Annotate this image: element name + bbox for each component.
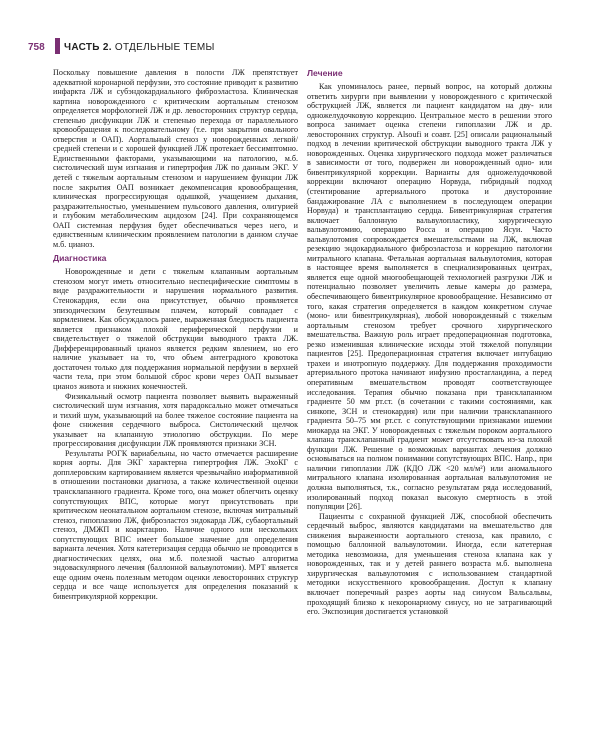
paragraph: Пациенты с сохранной функцией ЛЖ, способной обеспечить сердечный выброс, являются кандидатами на вмешательство для снижения выраженности аортального стеноза, как правило, с помощью баллонной вальвулотомии. Иногда, если катетерная методика невозможна, для уменьшения стеноза клапана как у новорожденных, так и у детей раннего возраста м.б. выполнена хирургическая вальвулотомия с использованием стандартной методики искусственного кровообращения. Доступ к клапану включает поперечный разрез аорты над синусом Вальсальвы, проходящий близко к некоронарному синусу, но не затрагивающий его. Экспозиция достигается установкой [307, 511, 552, 617]
section-heading-diagnostics: Диагностика [53, 253, 107, 264]
right-column [307, 68, 552, 617]
part-label: ЧАСТЬ 2. [64, 42, 112, 53]
header-accent-bar [55, 38, 60, 54]
paragraph: Физикальный осмотр пациента позволяет выявить выраженный систолический шум изгнания, хотя парадоксально может отмечаться и тихий шум, указывающий на более тяжелое состояние пациента на фоне снижения сердечного выброса. Систолический щелчок указывает на клапанную этиологию обструкции. По мере прогрессирования дисфункции ЛЖ проявляются признаки ЗСН. [53, 391, 298, 449]
page-header [0, 0, 600, 56]
left-column [53, 68, 298, 602]
paragraph: Поскольку повышение давления в полости ЛЖ препятствует адекватной коронарной перфузии, это состояние приводит к развитию инфаркта ЛЖ и субэндокардиального фиброэластоза. Клиническая картина новорожденного с критическим аортальным стенозом определяется морфологией ЛЖ и др. левосторонних структур сердца, степенью дисфункции ЛЖ и степенью перехода от параллельного кровообращения к последовательному (т.е. при закрытии овального отверстия и ОАП). Аортальный стеноз у новорожденных легкой/средней степени и с хорошей функцией ЛЖ протекает бессимптомно. Единственными факторами, указывающими на патологию, м.б. систолический шум изгнания и гипертрофия ЛЖ по данным ЭКГ. У детей с тяжелым аортальным стенозом и нарушением функции ЛЖ после закрытия ОАП возникает декомпенсация кровообращения, клиническая прогрессирующая одышкой, учащением дыхания, раздражительностью, уменьшением пульсового давления, олигурией и глубоким метаболическим ацидозом [24]. При сохраняющемся ОАП системная перфузия будет обеспечиваться через него, и единственным клиническим проявлением патологии в данном случае м.б. цианоз. [53, 68, 298, 249]
paragraph: Как упоминалось ранее, первый вопрос, на который должны ответить хирурги при выявлении у новорожденного с критической обструкцией ЛЖ, является ли пациент кандидатом на дву- или одножелудочковую коррекцию. Центральное место в решении этого вопроса занимает оценка степени гипоплазии ЛЖ и др. левосторонних структур. Alsoufi и соавт. [25] описали рациональный подход в лечении критической обструкции выводного тракта ЛЖ у новорожденных. Оценка хирургического подхода может различаться в зависимости от того, подвержен ли новорожденный одно- или бивентрикулярной коррекции. Варианты для одножелудочковой коррекции включают операцию Норвуда, гибридный подход (стентирование артериального протока и двусторонние бандажирование ЛА с выполнением в последующем операции Норвуда) и трансплантацию сердца. Бивентрикулярная стратегия включает баллонную вальвулопластику, хирургическую вальвулотомию, операцию Росса и операцию Ясуи. Часто вальвулотомия сопровождается вмешательствами на ЛЖ, включая резекцию эндокардиального фиброэластоза и коррекцию патологии митрального клапана. Фетальная аортальная вальвулотомия, которая в настоящее время выполняется в специализированных центрах, является еще одной многообещающей технологией разгрузки ЛЖ и потенциально позволяет увеличить левые камеры до размера, обеспечивающего бивентрикулярное кровообращение. Независимо от того, какая стратегия определяется в каждом конкретном случае (моно- или бивентрикулярная), любой новорожденный с тяжелым аортальным стенозом требует срочного хирургического вмешательства. Важную роль играет предоперационная подготовка, резко изменившая клинические исходы этой тяжелой популяции пациентов [25]. Предоперационная стратегия включает интубацию трахеи и инотропную поддержку. Для поддержания проходимости артериального протока начинают инфузию простагландина, а перед оперативным вмешательством проводят соответствующее исследования. Терапия обычно показана при трансклапанном градиенте 50 мм рт.ст. (в сочетании с такими состояниями, как синкопе, ЗСН и стенокардия) или при наличии трансклапанного градиента 50–75 мм рт.ст. с сопутствующими признаками ишемии миокарда на ЭКГ. У новорожденных с тяжелым пороком аортального клапана трансклапанный градиент может отсутствовать из-за плохой функции ЛЖ. Решение о возможных вариантах лечения должно основываться на полном понимании сопутствующих ВПС. Напр., при наличии гипоплазии ЛЖ (КДО ЛЖ <20 мл/м²) или аномального митрального клапана изолированная аортальная вальвулотомия не должна выполняться, т.к., согласно результатам ряда исследований, изолированный подход показал высокую смертность в этой популяции [26]. [307, 82, 552, 512]
paragraph: Результаты РОГК вариабельны, но часто отмечается расширение корня аорты. Для ЭКГ характерна гипертрофия ЛЖ. ЭхоКГ с допплеровским картированием является чрезвычайно информативной в отношении постановки диагноза, а также количественной оценки трансклапанного градиента. Кроме того, она может облегчить оценку сопутствующих ВПС, которые могут присутствовать при критическом неонатальном аортальном стенозе, включая митральный стеноз, гипоплазию ЛЖ, фиброэластоз эндокарда ЛЖ, субаортальный стеноз, ДМЖП и коарктацию. Наличие одного или нескольких сопутствующих ВПС имеет большое значение для определения варианта лечения. Хотя катетеризация сердца обычно не проводится в диагностических целях, она м.б. полезной частью алгоритма эндоваскулярного лечения (баллонной вальвулотомии). МРТ является еще одним очень полезным методом оценки левосторонних структур сердца и все чаще используется для определения показаний к бивентрикулярной коррекции. [53, 448, 298, 601]
section-heading-treatment: Лечение [307, 68, 343, 78]
page-number: 758 [28, 42, 45, 53]
running-header [64, 42, 215, 53]
paragraph: Новорожденные и дети с тяжелым клапанным аортальным стенозом могут иметь относительно неспецифические симптомы в виде раздражительности и нарушения нормального развития. Стенокардия, если она присутствует, обычно проявляется эпизодическим безутешным плачем, который совпадает с кормлением. Как обсуждалось ранее, выраженная бледность пациента является признаком плохой периферической перфузии и свидетельствует о тяжелой обструкции выводного тракта ЛЖ. Дифференцированный цианоз является редким явлением, но его наличие указывает на то, что объем антеградного кровотока достаточен только для поддержания нормальной перфузии в верхней части тела, при этом большой сброс крови через ОАП вызывает цианоз живота и нижних конечностей. [53, 267, 298, 391]
part-title: ОТДЕЛЬНЫЕ ТЕМЫ [114, 42, 215, 53]
